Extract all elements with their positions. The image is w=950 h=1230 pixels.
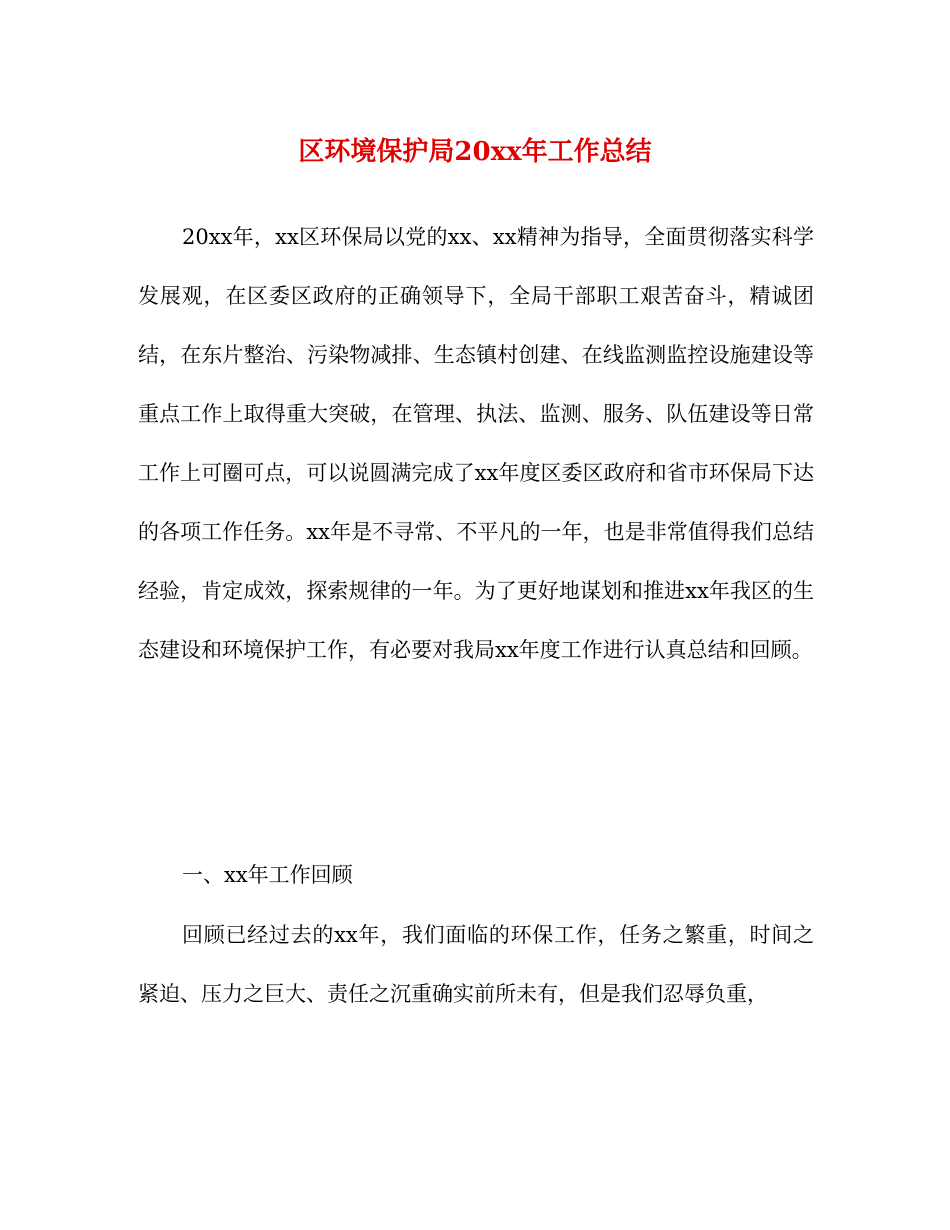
section-heading: 一、xx年工作回顾 <box>182 863 353 887</box>
review-paragraph: 回顾已经过去的xx年，我们面临的环保工作，任务之繁重，时间之紧迫、压力之巨大、责任之沉重确实前所未有，但是我们忍辱负重， <box>138 923 814 1006</box>
intro-paragraph: 20xx年，xx区环保局以党的xx、xx精神为指导，全面贯彻落实科学发展观，在区委区政府的正确领导下，全局干部职工艰苦奋斗，精诚团结，在东片整治、污染物减排、生态镇村创建、在线监测监控设施建设等重点工作上取得重大突破，在管理、执法、监测、服务、队伍建设等日常工作上可圈可点，可以说圆满完成了xx年度区委区政府和省市环保局下达的各项工作任务。xx年是不寻常、不平凡的一年，也是非常值得我们总结经验，肯定成效，探索规律的一年。为了更好地谋划和推进xx年我区的生态建设和环境保护工作，有必要对我局xx年度工作进行认真总结和回顾。 <box>138 225 814 662</box>
document-title: 区环境保护局20xx年工作总结 <box>298 137 652 167</box>
